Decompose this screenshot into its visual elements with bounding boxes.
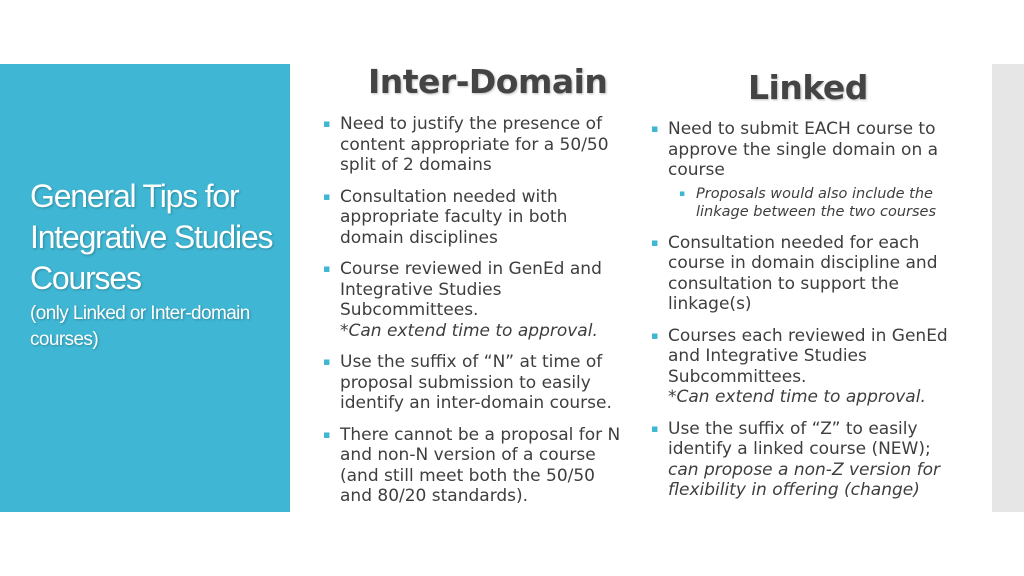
bullet-text: There cannot be a proposal for N and non-N version of a course (and still meet both the 50/50 and 80/20 standards). <box>340 424 621 506</box>
bullet-icon: ▪ <box>323 189 331 203</box>
bullet-text: Courses each reviewed in GenEd and Integrative Studies Subcommittees. <box>668 325 948 387</box>
bullet-icon: ▪ <box>323 355 331 368</box>
list-item <box>322 425 632 507</box>
list-item <box>322 259 632 341</box>
bullet-note: *Can extend time to approval. <box>668 387 926 407</box>
bullet-icon: ▪ <box>651 122 659 135</box>
list-item <box>322 352 632 414</box>
bullet-text: Consultation needed with appropriate faculty in both domain disciplines <box>340 186 568 248</box>
bullet-text: Need to justify the presence of content appropriate for a 50/50 split of 2 domains <box>340 114 609 175</box>
bullet-note: can propose a non-Z version for flexibility in offering (change) <box>668 459 941 500</box>
bullet-text: Consultation needed for each course in domain discipline and consultation to support the linkage(s) <box>668 232 938 314</box>
list-item <box>322 114 632 176</box>
sub-list-item <box>678 185 962 221</box>
sub-bullet-text: Proposals would also include the linkage between the two courses <box>696 185 937 220</box>
bullet-note: *Can extend time to approval. <box>340 320 598 341</box>
linked-heading: Linked <box>748 68 868 107</box>
bullet-text: Need to submit EACH course to approve the single domain on a course <box>668 119 939 180</box>
bullet-icon: ▪ <box>651 328 659 342</box>
bullet-icon: ▪ <box>323 117 331 130</box>
list-item <box>650 326 962 408</box>
inter-domain-list <box>322 114 632 518</box>
bullet-icon: ▪ <box>651 235 659 249</box>
list-item <box>650 119 962 181</box>
bullet-text: Use the suffix of “Z” to easily identify a linked course (NEW); <box>668 418 931 459</box>
slide-title-subtitle: (only Linked or Inter-domain courses) <box>30 303 250 350</box>
slide-title <box>30 176 280 353</box>
bullet-icon: ▪ <box>651 421 659 435</box>
inter-domain-heading: Inter-Domain <box>368 62 608 101</box>
bullet-text: Course reviewed in GenEd and Integrative Studies Subcommittees. <box>340 259 602 320</box>
bullet-icon: ▪ <box>323 427 331 441</box>
linked-list <box>650 119 962 512</box>
slide-title-main: General Tips for Integrative Studies Courses <box>30 178 273 296</box>
bullet-text: Use the suffix of “N” at time of proposal submission to easily identify an inter-domain course. <box>340 352 612 413</box>
right-edge-strip <box>992 64 1024 512</box>
list-item <box>650 233 962 315</box>
sub-bullet-icon: ▪ <box>679 188 686 199</box>
bullet-icon: ▪ <box>323 262 331 275</box>
list-item <box>322 187 632 249</box>
list-item <box>650 419 962 501</box>
